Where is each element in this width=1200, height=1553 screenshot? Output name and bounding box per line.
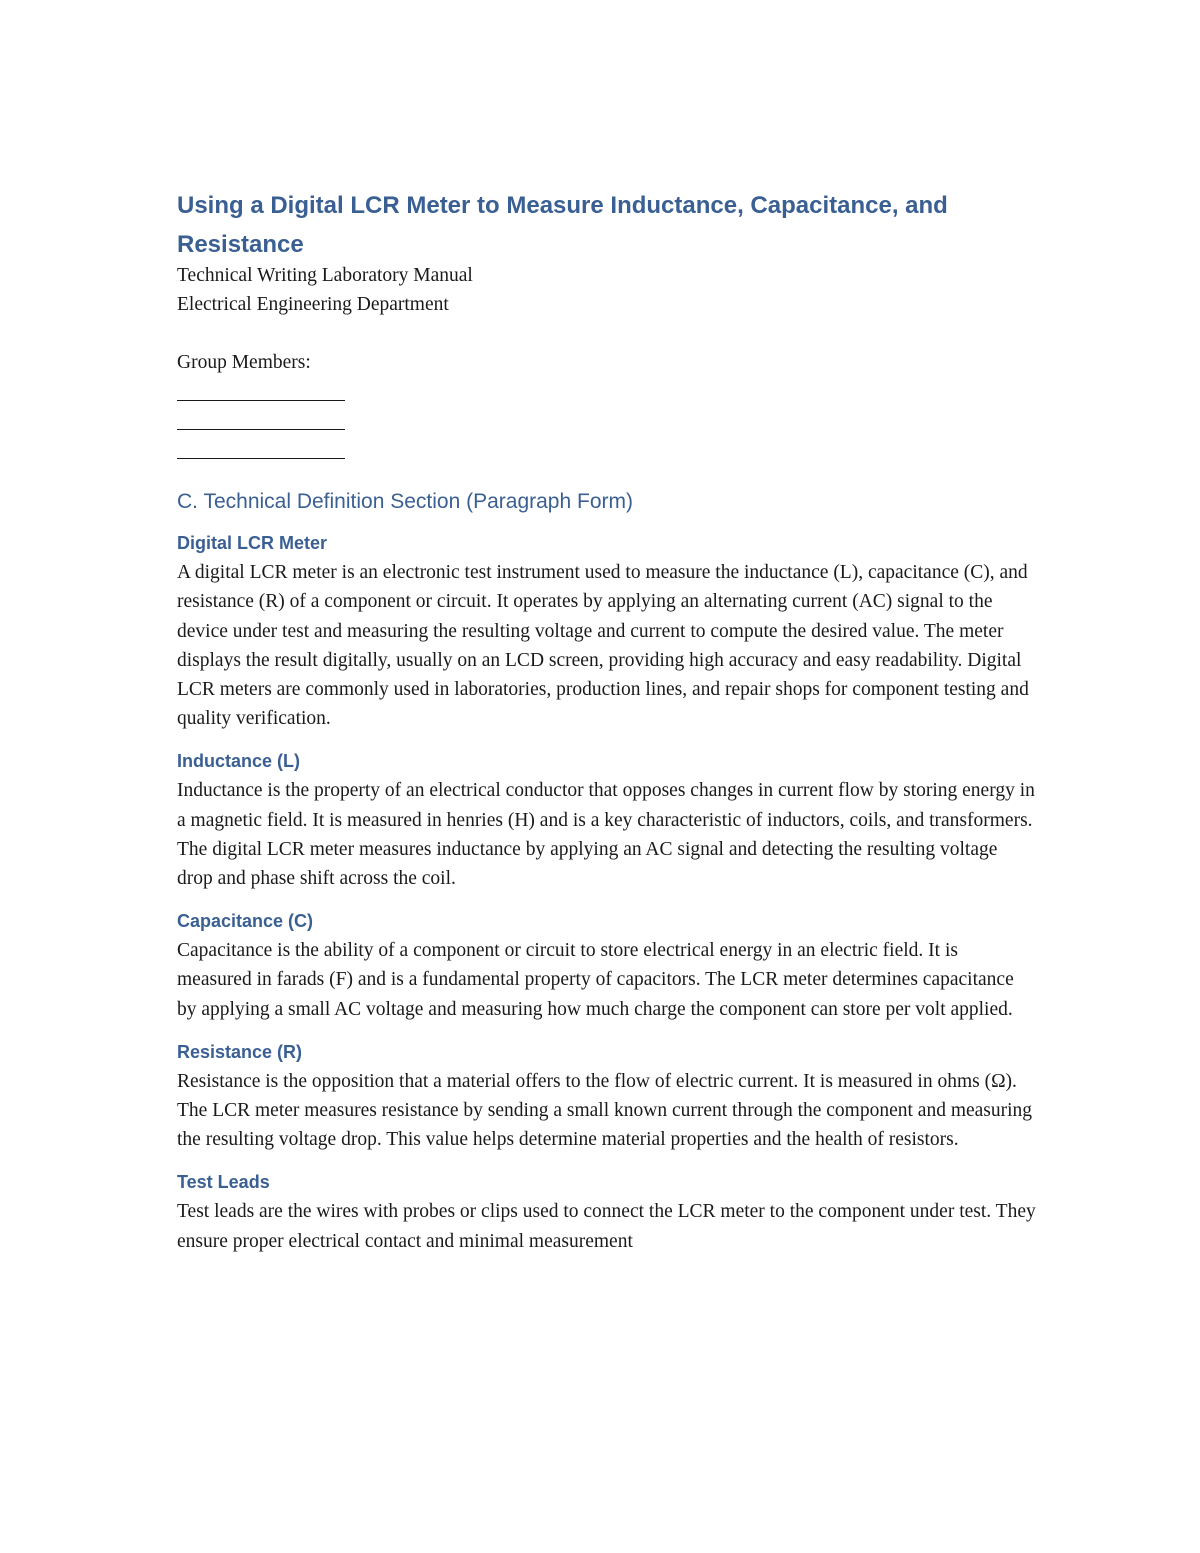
document-title: Using a Digital LCR Meter to Measure Inductance, Capacitance, and Resistance [177,192,948,258]
term-body: A digital LCR meter is an electronic test instrument used to measure the inductance (L), capacitance (C), and resistance (R) of a component or circuit. It operates by applying an alternating current (AC) signal to the device under test and measuring the resulting voltage and current to compute the desired value. The meter displays the result digitally, usually on an LCD screen, providing high accuracy and easy readability. Digital LCR meters are commonly used in laboratories, production lines, and repair shops for component testing and quality verification. [177,562,1029,730]
group-member-blank-2 [177,407,345,436]
term-title: Resistance (R) [177,1041,303,1062]
term-title: Digital LCR Meter [177,533,328,554]
document-page [177,186,1037,1256]
subtitle-department: Electrical Engineering Department [177,294,449,316]
definitions-list [177,529,1037,1256]
group-members-label: Group Members: [177,352,311,374]
definition-inductance [177,747,1037,893]
definition-digital-lcr-meter [177,529,1037,733]
term-title: Test Leads [177,1172,270,1193]
section-heading: C. Technical Definition Section (Paragraph Form) [177,490,633,514]
definition-capacitance [177,907,1037,1024]
term-body: Resistance is the opposition that a material offers to the flow of electric current. It is measured in ohms (Ω). The LCR meter measures resistance by sending a small known current through the component and measuring the resulting voltage drop. This value helps determine material properties and the health of resistors. [177,1070,1033,1151]
term-body: Inductance is the property of an electrical conductor that opposes changes in current flow by storing energy in a magnetic field. It is measured in henries (H) and is a key characteristic of inductors, coils, and transformers. The digital LCR meter measures inductance by applying an AC signal and detecting the resulting voltage drop and phase shift across the coil. [177,780,1035,889]
definition-resistance [177,1038,1037,1155]
definition-test-leads [177,1168,1037,1255]
term-title: Inductance (L) [177,751,301,772]
term-body: Test leads are the wires with probes or clips used to connect the LCR meter to the component under test. They ensure proper electrical contact and minimal measurement [177,1201,1036,1252]
group-member-blank-3 [177,436,345,465]
term-body: Capacitance is the ability of a component or circuit to store electrical energy in an electric field. It is measured in farads (F) and is a fundamental property of capacitors. The LCR meter determines capacitance by applying a small AC voltage and measuring how much charge the component can store per volt applied. [177,940,1014,1020]
term-title: Capacitance (C) [177,911,314,932]
document-meta [177,261,1037,319]
subtitle-manual: Technical Writing Laboratory Manual [177,265,473,286]
group-member-blank-1 [177,378,345,407]
